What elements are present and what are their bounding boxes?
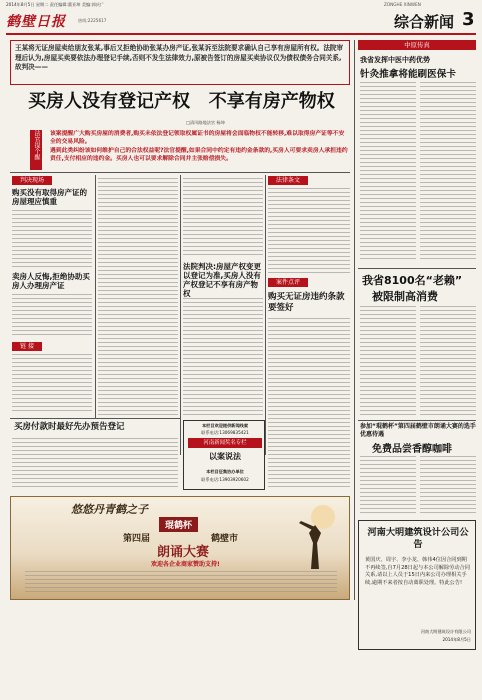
event-banner [10,496,350,600]
section-title: 综合新闻 [394,13,455,31]
tag-judge-reminder [30,130,42,170]
ad-banner: 河南新闻奖名专栏 [188,438,262,448]
event-series: 悠悠丹青鹤之子 [71,503,148,516]
col1-tag-judgment: 判决现场 [12,176,52,185]
col4-tag-review: 案件点评 [268,278,308,287]
right-h1a: 我省发挥中医中药优势 [360,56,430,64]
right-rule-2 [358,420,476,421]
main-headline: 买房人没有登记产权 不享有房产物权 [28,91,335,112]
col1-body-text-2 [12,294,92,338]
deck-box [10,40,350,85]
right-body-2 [360,306,416,416]
deck-text: 王某将无证房屋卖给朋友张某,事后又拒绝协助张某办房产证,张某诉至法院要求确认自己享有房屋所有权。法院审理后认为,房屋买卖要依法办理登记手续,否则不发生法律效力,原被告签订的房屋买卖协议仅为债权债务合同关系,故判决—— [15,44,344,72]
right-body-3 [360,456,416,516]
right-h2b: 被限制高消费 [372,290,438,303]
right-body-1b [420,82,476,262]
col1-body-text [12,210,92,268]
col1-bottom-rule [10,418,180,419]
col4-body-text [268,188,350,274]
tag-judge-reminder-text: 法官提个醒 [33,130,40,160]
col-divider-1 [95,175,96,418]
col1-heading: 购买没有取得房产证的房屋理应慎重 [12,188,87,206]
intro-text: 该案提醒广大购买房屋的消费者,购买未依法登记领取权属证书的房屋将会面临物权不能转移,难以取得房产证等不安全的交易风险。 [50,131,345,145]
page-ref: ZONGHE XINWEN [384,2,421,7]
col-divider-3 [265,175,266,455]
col1-heading-3: 买房付款时最好先办预告登记 [14,422,125,432]
right-h1b: 针灸推拿将能刷医保卡 [360,69,456,80]
ad-box [183,420,265,490]
col3-heading: 法院判决:房屋产权变更以登记为准,买房人没有产权登记不享有房产物权 [183,262,261,298]
section-rule [10,172,350,173]
event-cup: 琨鹤杯 [159,517,198,532]
col4-body-text-2 [268,318,350,490]
right-label [358,40,476,50]
col3-body-text [183,178,263,258]
notice-title: 河南大明建筑设计公司公告 [367,527,469,550]
event-city: 鹤壁市 [211,534,239,544]
right-label-text: 中原传真 [404,41,430,49]
masthead [6,2,476,32]
col2-body-text [98,178,178,418]
col1-heading-2: 卖房人反悔,拒绝协助买房人办理房产证 [12,272,90,290]
col1-tag-link: 链 接 [12,342,42,351]
col-divider-2 [180,175,181,455]
right-divider [354,40,355,600]
right-h2a: 我省8100名“老赖” [362,274,463,287]
ad-news-line: 本栏目欢迎提供新闻线索 [201,423,249,428]
right-body-1 [360,82,416,262]
ad-phone: 联系电话:13069835421 [201,430,249,435]
col1-body-text-3 [12,354,92,414]
ad-tag: 以案说法 [209,452,241,461]
event-silhouette-icon [287,503,343,569]
event-slogan: 欢迎各企业商家赞助支持! [151,561,220,568]
right-rule-1 [358,268,476,269]
event-edition: 第四届 [123,534,151,544]
page-number: 3 [462,9,475,30]
notice-date: 2014年8月5日 [442,637,471,642]
byline: □清风路地法官 杨坤 [186,120,225,125]
masthead-rule [6,33,476,35]
date-line: 2014年8月5日 星期二 责任编辑:董亚坤 美编:郭庆广 [6,2,105,7]
right-h3a: 参加“琨鹤杯”第四届鹤壁市朗诵大赛的选手优惠待遇 [360,423,476,438]
right-body-3b [420,456,476,516]
event-name: 朗诵大赛 [157,545,210,560]
hotline: 热线:2225617 [78,18,107,23]
notice-signoff: 河南大明建筑设计有限公司 [420,629,471,634]
col1-body-text-4 [12,438,178,490]
ad-note: 本栏目征集协办单位 [206,469,244,474]
ad-note-phone: 联系电话:13903920602 [201,477,249,482]
paper-name: 鹤壁日报 [6,14,66,30]
intro-text-2: 遇到此类纠纷该如何维护自己的合法权益呢?法官提醒,如果合同中约定有违约金条款的,买房人可要求卖房人承担违约责任,支付相应的违约金。买房人也可以要求解除合同并主张赔偿损失。 [50,148,348,162]
col3-body-text-2 [183,298,263,418]
right-h3b: 免费品尝香醇咖啡 [372,444,452,455]
event-details [25,571,337,595]
right-body-2b [420,306,476,416]
notice-body: 黄国庆、周宇、李小龙、韩伟4位因合同到期不再续签,自7月28日起与本公司解除劳动合同关系,请以上人员于15日内来公司办理相关手续,逾期不来者按自动离职处理。特此公告! [365,557,470,586]
notice-box [358,520,476,650]
col3-tag-law: 法律条文 [268,176,308,185]
col4-heading: 购买无证房违约条款要签好 [268,292,345,313]
